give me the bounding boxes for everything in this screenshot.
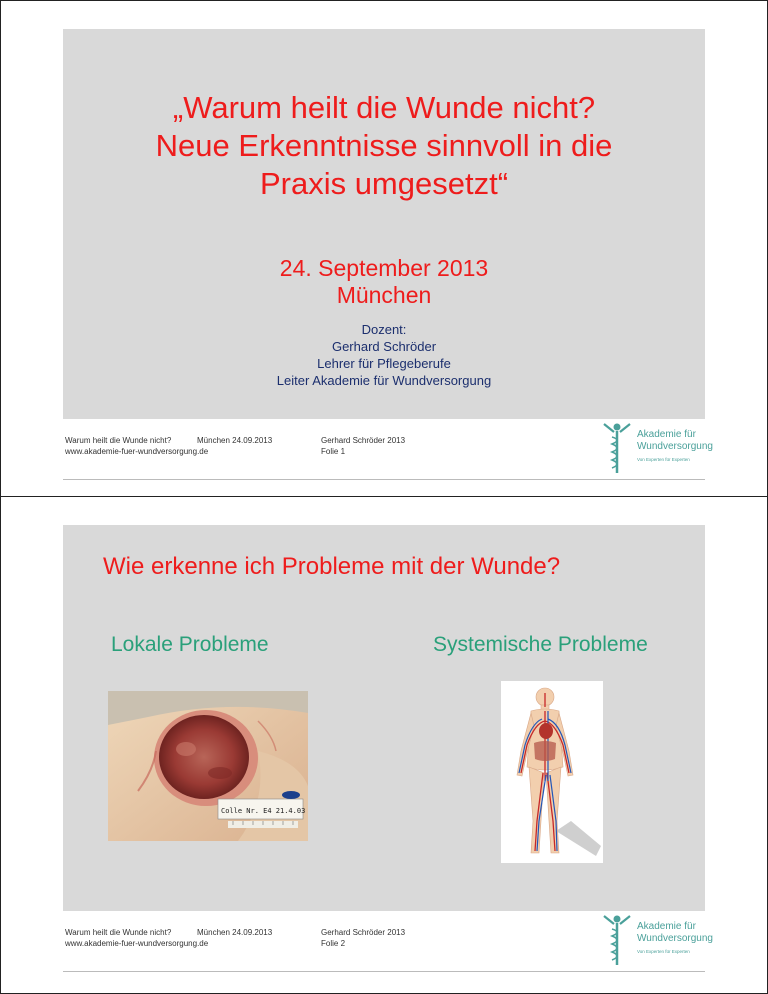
slide-2-page xyxy=(0,496,768,994)
lecturer-label: Dozent: xyxy=(361,322,407,337)
event-city: München xyxy=(336,282,432,308)
wound-label: Colle Nr. E4 21.4.03 xyxy=(221,807,306,815)
slide-2 xyxy=(63,525,705,911)
left-heading: Lokale Probleme xyxy=(111,633,269,656)
event-date-block xyxy=(63,255,705,309)
slide-1 xyxy=(63,29,705,419)
footer-place-date: München 24.09.2013 xyxy=(197,928,273,937)
logo-line-1: Akademie für xyxy=(637,429,696,440)
footer-copyright: Gerhard Schröder 2013 xyxy=(321,928,406,937)
slide-2-title: Wie erkenne ich Probleme mit der Wunde? xyxy=(103,553,561,580)
academy-logo xyxy=(601,421,713,475)
circulatory-system-figure xyxy=(501,681,603,863)
lecturer-block xyxy=(63,321,705,389)
slide-1-footer xyxy=(63,419,713,480)
event-date: 24. September 2013 xyxy=(279,255,489,281)
logo-line-2: Wundversorgung xyxy=(637,933,713,944)
title-line-1: „Warum heilt die Wunde nicht? xyxy=(172,90,596,125)
academy-logo xyxy=(601,913,713,967)
right-heading: Systemische Probleme xyxy=(433,633,648,656)
footer-topic: Warum heilt die Wunde nicht? xyxy=(65,436,172,445)
footer-website[interactable]: www.akademie-fuer-wundversorgung.de xyxy=(65,447,209,456)
footer-slide-number: Folie 1 xyxy=(321,447,346,456)
caduceus-figure-icon xyxy=(601,913,633,967)
wound-photo xyxy=(108,691,308,841)
footer-topic: Warum heilt die Wunde nicht? xyxy=(65,928,172,937)
footer-place-date: München 24.09.2013 xyxy=(197,436,273,445)
lecturer-name: Gerhard Schröder xyxy=(331,339,437,354)
logo-tagline: Von Experten für Experten xyxy=(637,949,690,954)
logo-tagline: Von Experten für Experten xyxy=(637,457,690,462)
title-line-2: Neue Erkenntnisse sinnvoll in die xyxy=(155,128,613,163)
logo-line-1: Akademie für xyxy=(637,921,696,932)
footer-website[interactable]: www.akademie-fuer-wundversorgung.de xyxy=(65,939,209,948)
logo-line-2: Wundversorgung xyxy=(637,441,713,452)
footer-copyright: Gerhard Schröder 2013 xyxy=(321,436,406,445)
slide-2-footer xyxy=(63,911,713,972)
title-line-3: Praxis umgesetzt“ xyxy=(259,166,509,201)
caduceus-figure-icon xyxy=(601,421,633,475)
lecturer-role-2: Leiter Akademie für Wundversorgung xyxy=(276,373,492,388)
lecturer-role-1: Lehrer für Pflegeberufe xyxy=(317,356,451,371)
slide-1-title xyxy=(63,89,705,203)
footer-slide-number: Folie 2 xyxy=(321,939,346,948)
